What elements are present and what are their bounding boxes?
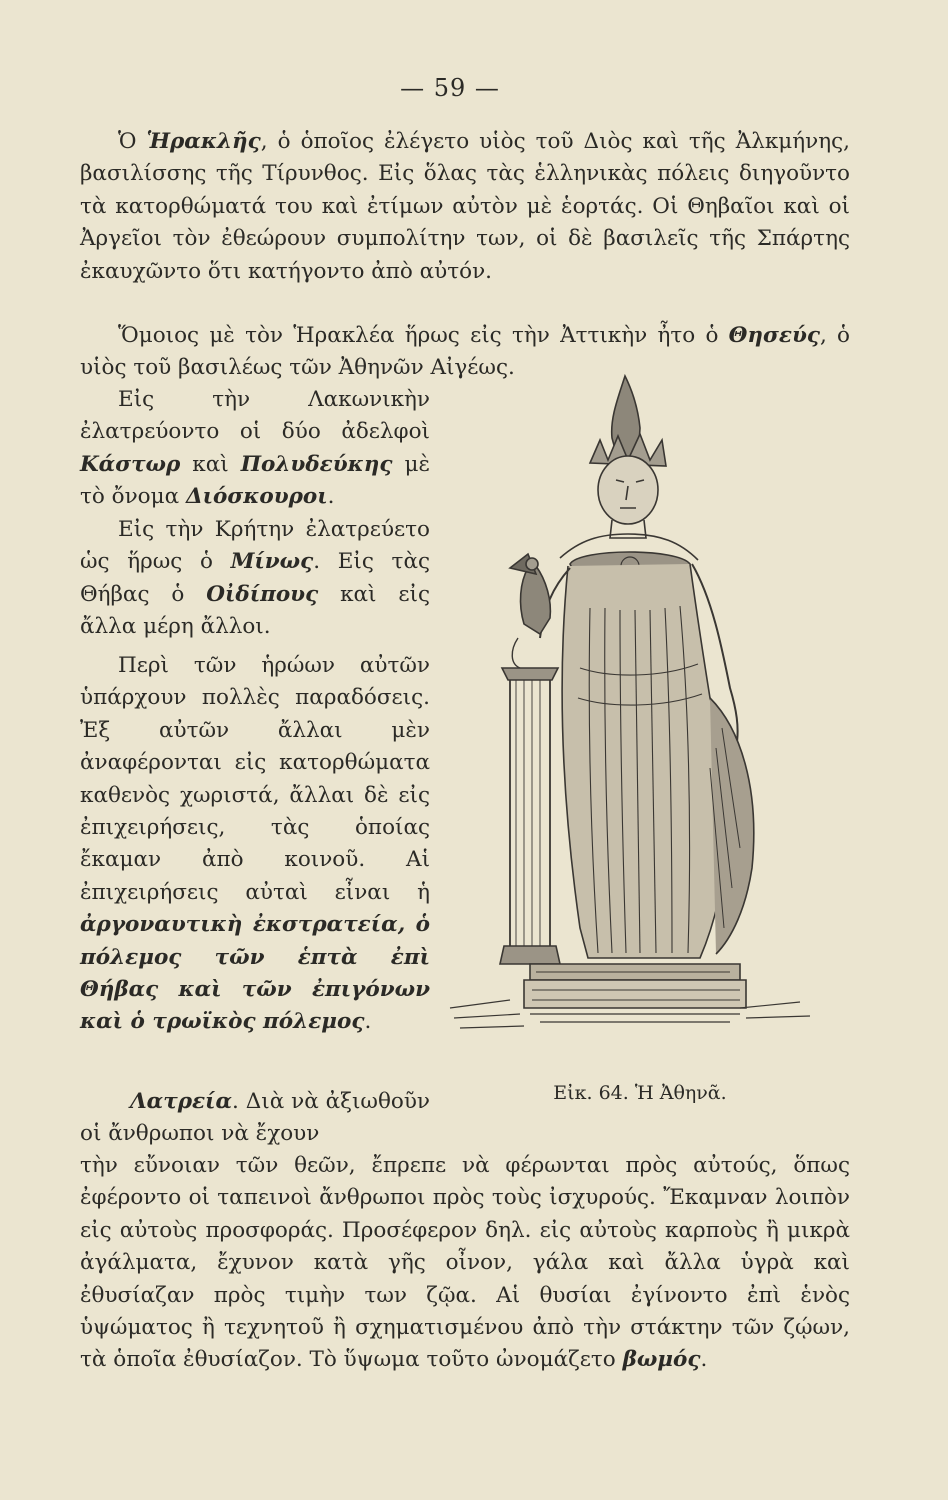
athena-statue-illustration — [440, 368, 860, 1068]
text: . — [364, 1009, 372, 1035]
paragraph-worship-rest — [80, 1150, 850, 1394]
text: . — [327, 484, 335, 510]
text: Περὶ τῶν ἡρώων αὐτῶν ὑπάρχουν πολλὲς παραδόσεις. Ἐξ αὐτῶν ἄλλαι μὲν ἀναφέρονται εἰς κατορθώματα καθενὸς χωριστά, ἄλλαι δὲ εἰς ἐπιχειρήσεις, τὰς ὁποίας ἔκαμαν ἀπὸ κοινοῦ. Αἱ ἐπιχειρήσεις αὐταὶ εἶναι ἡ — [80, 653, 430, 905]
paragraph-minos — [80, 514, 430, 644]
bold-term: Πολυδεύκης — [240, 451, 393, 477]
text: . — [700, 1347, 708, 1373]
text: μὲ τὸ ὄνομα — [80, 451, 430, 510]
paragraph-dioscuri — [80, 384, 430, 514]
bold-term: Μίνως — [230, 549, 314, 575]
bold-term: Λατρεία — [130, 1089, 233, 1114]
text: Εἰς τὴν Κρήτην ἐλατρεύετο ὡς ἥρως ὁ — [80, 517, 430, 575]
text: , ὁ υἱὸς τοῦ βασιλέως τῶν Ἀθηνῶν Αἰγέως. — [80, 323, 850, 381]
text: . Διὰ νὰ ἀξιωθοῦν οἱ ἄνθρωποι νὰ ἔχουν — [80, 1089, 430, 1147]
text: καὶ εἰς ἄλλα μέρη ἄλλοι. — [80, 581, 430, 640]
paragraph-traditions — [80, 650, 430, 1039]
bold-term: Οἰδίπους — [206, 581, 319, 607]
paragraph-worship-start — [80, 1086, 430, 1150]
bold-term: Θησεύς — [728, 323, 820, 348]
text: Εἰς τὴν Λακωνικὴν ἐλατρεύοντο οἱ δύο ἀδελφοὶ — [80, 387, 430, 445]
text: καὶ — [180, 451, 241, 477]
text: Ὅμοιος μὲ τὸν Ἡρακλέα ἥρως εἰς τὴν Ἀττικὴν ἦτο ὁ — [118, 323, 729, 348]
text: . Εἰς τὰς Θήβας ὁ — [80, 549, 430, 607]
bold-term: Ἡρακλῆς — [146, 129, 261, 154]
text: τὴν εὔνοιαν τῶν θεῶν, ἔπρεπε νὰ φέρωνται πρὸς αὐτούς, ὅπως ἐφέροντο οἱ ταπεινοὶ ἄνθρωποι πρὸς τοὺς ἰσχυρούς. Ἔκαμναν λοιπὸν εἰς αὐτοὺς προσφοράς. Προσέφερον δηλ. εἰς αὐτοὺς καρποὺς ἢ μικρὰ ἀγάλματα, ἔχυνον κατὰ γῆς οἶνον, γάλα καὶ ἄλλα ὑγρὰ καὶ ἐθυσίαζαν πρὸς τιμὴν των ζῷα. Αἱ θυσίαι ἐγίνοντο ἐπὶ ἑνὸς ὑψώματος ἢ τεχνητοῦ ἢ σχηματισμένου ἀπὸ τὴν στάκτην τῶν ζῴων, τὰ ὁποῖα ἐθυσίαζον. Τὸ ὕψωμα τοῦτο ὠνομάζετο — [80, 1153, 850, 1373]
text: Ὁ — [118, 129, 147, 154]
bold-term: Κάστωρ — [80, 451, 181, 477]
bold-term: βωμός — [622, 1347, 701, 1373]
paragraph-heracles — [80, 126, 850, 288]
page-number: — 59 — — [400, 74, 500, 102]
figure-caption: Εἰκ. 64. Ἡ Ἀθηνᾶ. — [553, 1082, 727, 1104]
text: , ὁ ὁποῖος ἐλέγετο υἱὸς τοῦ Διὸς καὶ τῆς Ἀλκμήνης, βασιλίσσης τῆς Τίρυνθος. Εἰς ὅλας τὰς ἑλληνικὰς πόλεις διηγοῦντο τὰ κατορθώματά του καὶ ἐτίμων αὐτὸν μὲ ἑορτάς. Οἱ Θηβαῖοι καὶ οἱ Ἀργεῖοι τὸν ἐθεώρουν συμπολίτην των, οἱ δὲ βασιλεῖς τῆς Σπάρτης ἐκαυχῶντο ὅτι κατήγοντο ἀπὸ αὐτόν. — [80, 129, 850, 284]
bold-term: ἀργοναυτικὴ ἐκστρατεία, ὁ πόλεμος τῶν ἑπτὰ ἐπὶ Θήβας καὶ τῶν ἐπιγόνων καὶ ὁ τρωϊκὸς πόλεμος — [80, 912, 430, 1035]
bold-term: Διόσκουροι — [185, 484, 328, 510]
